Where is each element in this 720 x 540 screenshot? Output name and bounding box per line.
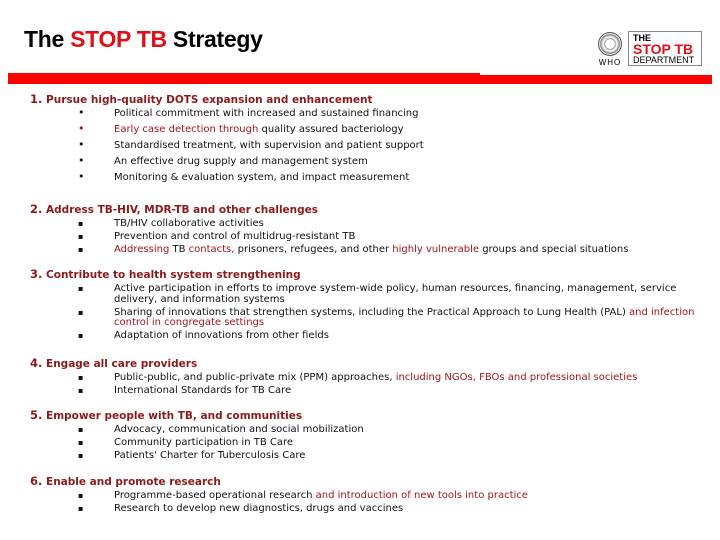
bullet-icon: • bbox=[78, 170, 85, 183]
title-suffix: Strategy bbox=[166, 26, 263, 52]
item-text: quality assured bacteriology bbox=[258, 124, 404, 135]
bullet-icon: ▪ bbox=[78, 331, 84, 340]
item-text: Political commitment with increased and sustained financing bbox=[114, 108, 419, 119]
section-number: 6. bbox=[30, 474, 43, 488]
bullet-list bbox=[30, 284, 700, 342]
bullet-icon: ▪ bbox=[78, 504, 84, 513]
bullet-icon: ▪ bbox=[78, 386, 84, 395]
list-item bbox=[30, 138, 700, 152]
list-item bbox=[30, 122, 700, 136]
section-number: 5. bbox=[30, 408, 43, 422]
bullet-icon: ▪ bbox=[78, 219, 84, 228]
section-heading bbox=[30, 475, 700, 489]
list-item bbox=[30, 491, 700, 502]
list-item bbox=[30, 438, 700, 449]
item-text: Patients' Charter for Tuberculosis Care bbox=[114, 450, 306, 461]
item-text: Research to develop new diagnostics, drugs and vaccines bbox=[114, 503, 404, 514]
section-4 bbox=[30, 357, 700, 399]
section-heading-text: Contribute to health system strengthening bbox=[46, 269, 301, 281]
bullet-icon: • bbox=[78, 138, 85, 151]
item-text: Sharing of innovations that strengthen systems, including the Practical Approach to Lung Health (PAL) bbox=[114, 306, 630, 318]
section-number: 3. bbox=[30, 267, 43, 281]
who-logo bbox=[596, 32, 624, 67]
highlighted-text: and introduction of new tools into practice bbox=[315, 490, 528, 501]
section-1 bbox=[30, 93, 700, 189]
list-item bbox=[30, 170, 700, 184]
bullet-list bbox=[30, 106, 700, 184]
item-text: Public-public, and public-private mix (PPM) approaches, bbox=[114, 372, 396, 383]
item-text: Advocacy, communication and social mobilization bbox=[114, 424, 364, 435]
bullet-icon: ▪ bbox=[78, 373, 84, 382]
title-prefix: The bbox=[24, 26, 71, 52]
bullet-icon: • bbox=[78, 106, 85, 119]
item-text: TB bbox=[169, 244, 189, 255]
section-heading bbox=[30, 357, 700, 371]
list-item bbox=[30, 386, 700, 397]
section-number: 2. bbox=[30, 202, 43, 216]
section-heading bbox=[30, 203, 700, 217]
item-text: groups and special situations bbox=[479, 244, 629, 255]
section-heading-text: Pursue high-quality DOTS expansion and enhancement bbox=[46, 94, 373, 106]
item-text: prisoners, refugees, and other bbox=[234, 244, 393, 255]
section-heading-text: Enable and promote research bbox=[46, 476, 221, 488]
list-item bbox=[30, 219, 700, 230]
section-2 bbox=[30, 203, 700, 258]
item-text: Community participation in TB Care bbox=[114, 437, 294, 448]
bullet-icon: • bbox=[78, 122, 85, 135]
section-number: 1. bbox=[30, 92, 43, 106]
item-text: Active participation in efforts to improve system-wide policy, human resources, financing, management, service delivery, and information systems bbox=[114, 283, 677, 305]
highlighted-text: and infection control in congregate settings bbox=[114, 306, 695, 328]
dept-line3: DEPARTMENT bbox=[633, 55, 695, 65]
bullet-list bbox=[30, 425, 700, 462]
highlighted-text: including NGOs, FBOs and professional societies bbox=[395, 372, 638, 383]
bullet-icon: ▪ bbox=[78, 232, 84, 241]
item-text: Standardised treatment, with supervision and patient support bbox=[114, 140, 424, 151]
bullet-icon: ▪ bbox=[78, 451, 84, 460]
list-item bbox=[30, 154, 700, 168]
list-item bbox=[30, 331, 700, 342]
dept-line1: THE bbox=[633, 33, 651, 43]
section-6 bbox=[30, 475, 700, 517]
section-number: 4. bbox=[30, 356, 43, 370]
list-item bbox=[30, 373, 700, 384]
bullet-list bbox=[30, 373, 700, 397]
header-divider-bar bbox=[8, 75, 712, 84]
bullet-icon: ▪ bbox=[78, 245, 84, 254]
bullet-icon: ▪ bbox=[78, 491, 84, 500]
bullet-icon: • bbox=[78, 154, 85, 167]
item-text: Prevention and control of multidrug-resistant TB bbox=[114, 231, 356, 242]
section-3 bbox=[30, 268, 700, 344]
list-item bbox=[30, 504, 700, 515]
section-heading-text: Engage all care providers bbox=[46, 358, 198, 370]
section-heading-text: Empower people with TB, and communities bbox=[46, 410, 303, 422]
section-heading bbox=[30, 409, 700, 423]
page-title bbox=[24, 26, 263, 53]
bullet-icon: ▪ bbox=[78, 425, 84, 434]
section-5 bbox=[30, 409, 700, 464]
list-item bbox=[30, 284, 700, 305]
bullet-list bbox=[30, 491, 700, 515]
who-emblem-icon bbox=[598, 32, 622, 56]
section-heading bbox=[30, 93, 700, 107]
item-text: International Standards for TB Care bbox=[114, 385, 292, 396]
highlighted-text: Early case detection through bbox=[114, 124, 259, 135]
dept-line2: STOP TB bbox=[633, 41, 694, 57]
who-label: WHO bbox=[598, 58, 622, 67]
title-highlight: STOP TB bbox=[70, 26, 167, 52]
bullet-icon: ▪ bbox=[78, 307, 84, 317]
list-item bbox=[30, 106, 700, 120]
item-text: An effective drug supply and management system bbox=[114, 156, 368, 167]
list-item bbox=[30, 245, 700, 256]
section-heading-text: Address TB-HIV, MDR-TB and other challenges bbox=[46, 204, 319, 216]
list-item bbox=[30, 451, 700, 462]
stop-tb-department-logo bbox=[628, 31, 702, 66]
bullet-list bbox=[30, 219, 700, 256]
section-heading bbox=[30, 268, 700, 282]
bullet-icon: ▪ bbox=[78, 284, 84, 293]
highlighted-text: contacts, bbox=[188, 244, 235, 255]
item-text: Programme-based operational research bbox=[114, 490, 316, 501]
item-text: Monitoring & evaluation system, and impact measurement bbox=[114, 172, 410, 183]
highlighted-text: highly vulnerable bbox=[392, 244, 480, 255]
list-item bbox=[30, 232, 700, 243]
highlighted-text: Addressing bbox=[114, 244, 170, 255]
list-item bbox=[30, 425, 700, 436]
list-item bbox=[30, 308, 700, 329]
item-text: TB/HIV collaborative activities bbox=[114, 218, 264, 229]
bullet-icon: ▪ bbox=[78, 438, 84, 447]
item-text: Adaptation of innovations from other fields bbox=[114, 330, 329, 341]
